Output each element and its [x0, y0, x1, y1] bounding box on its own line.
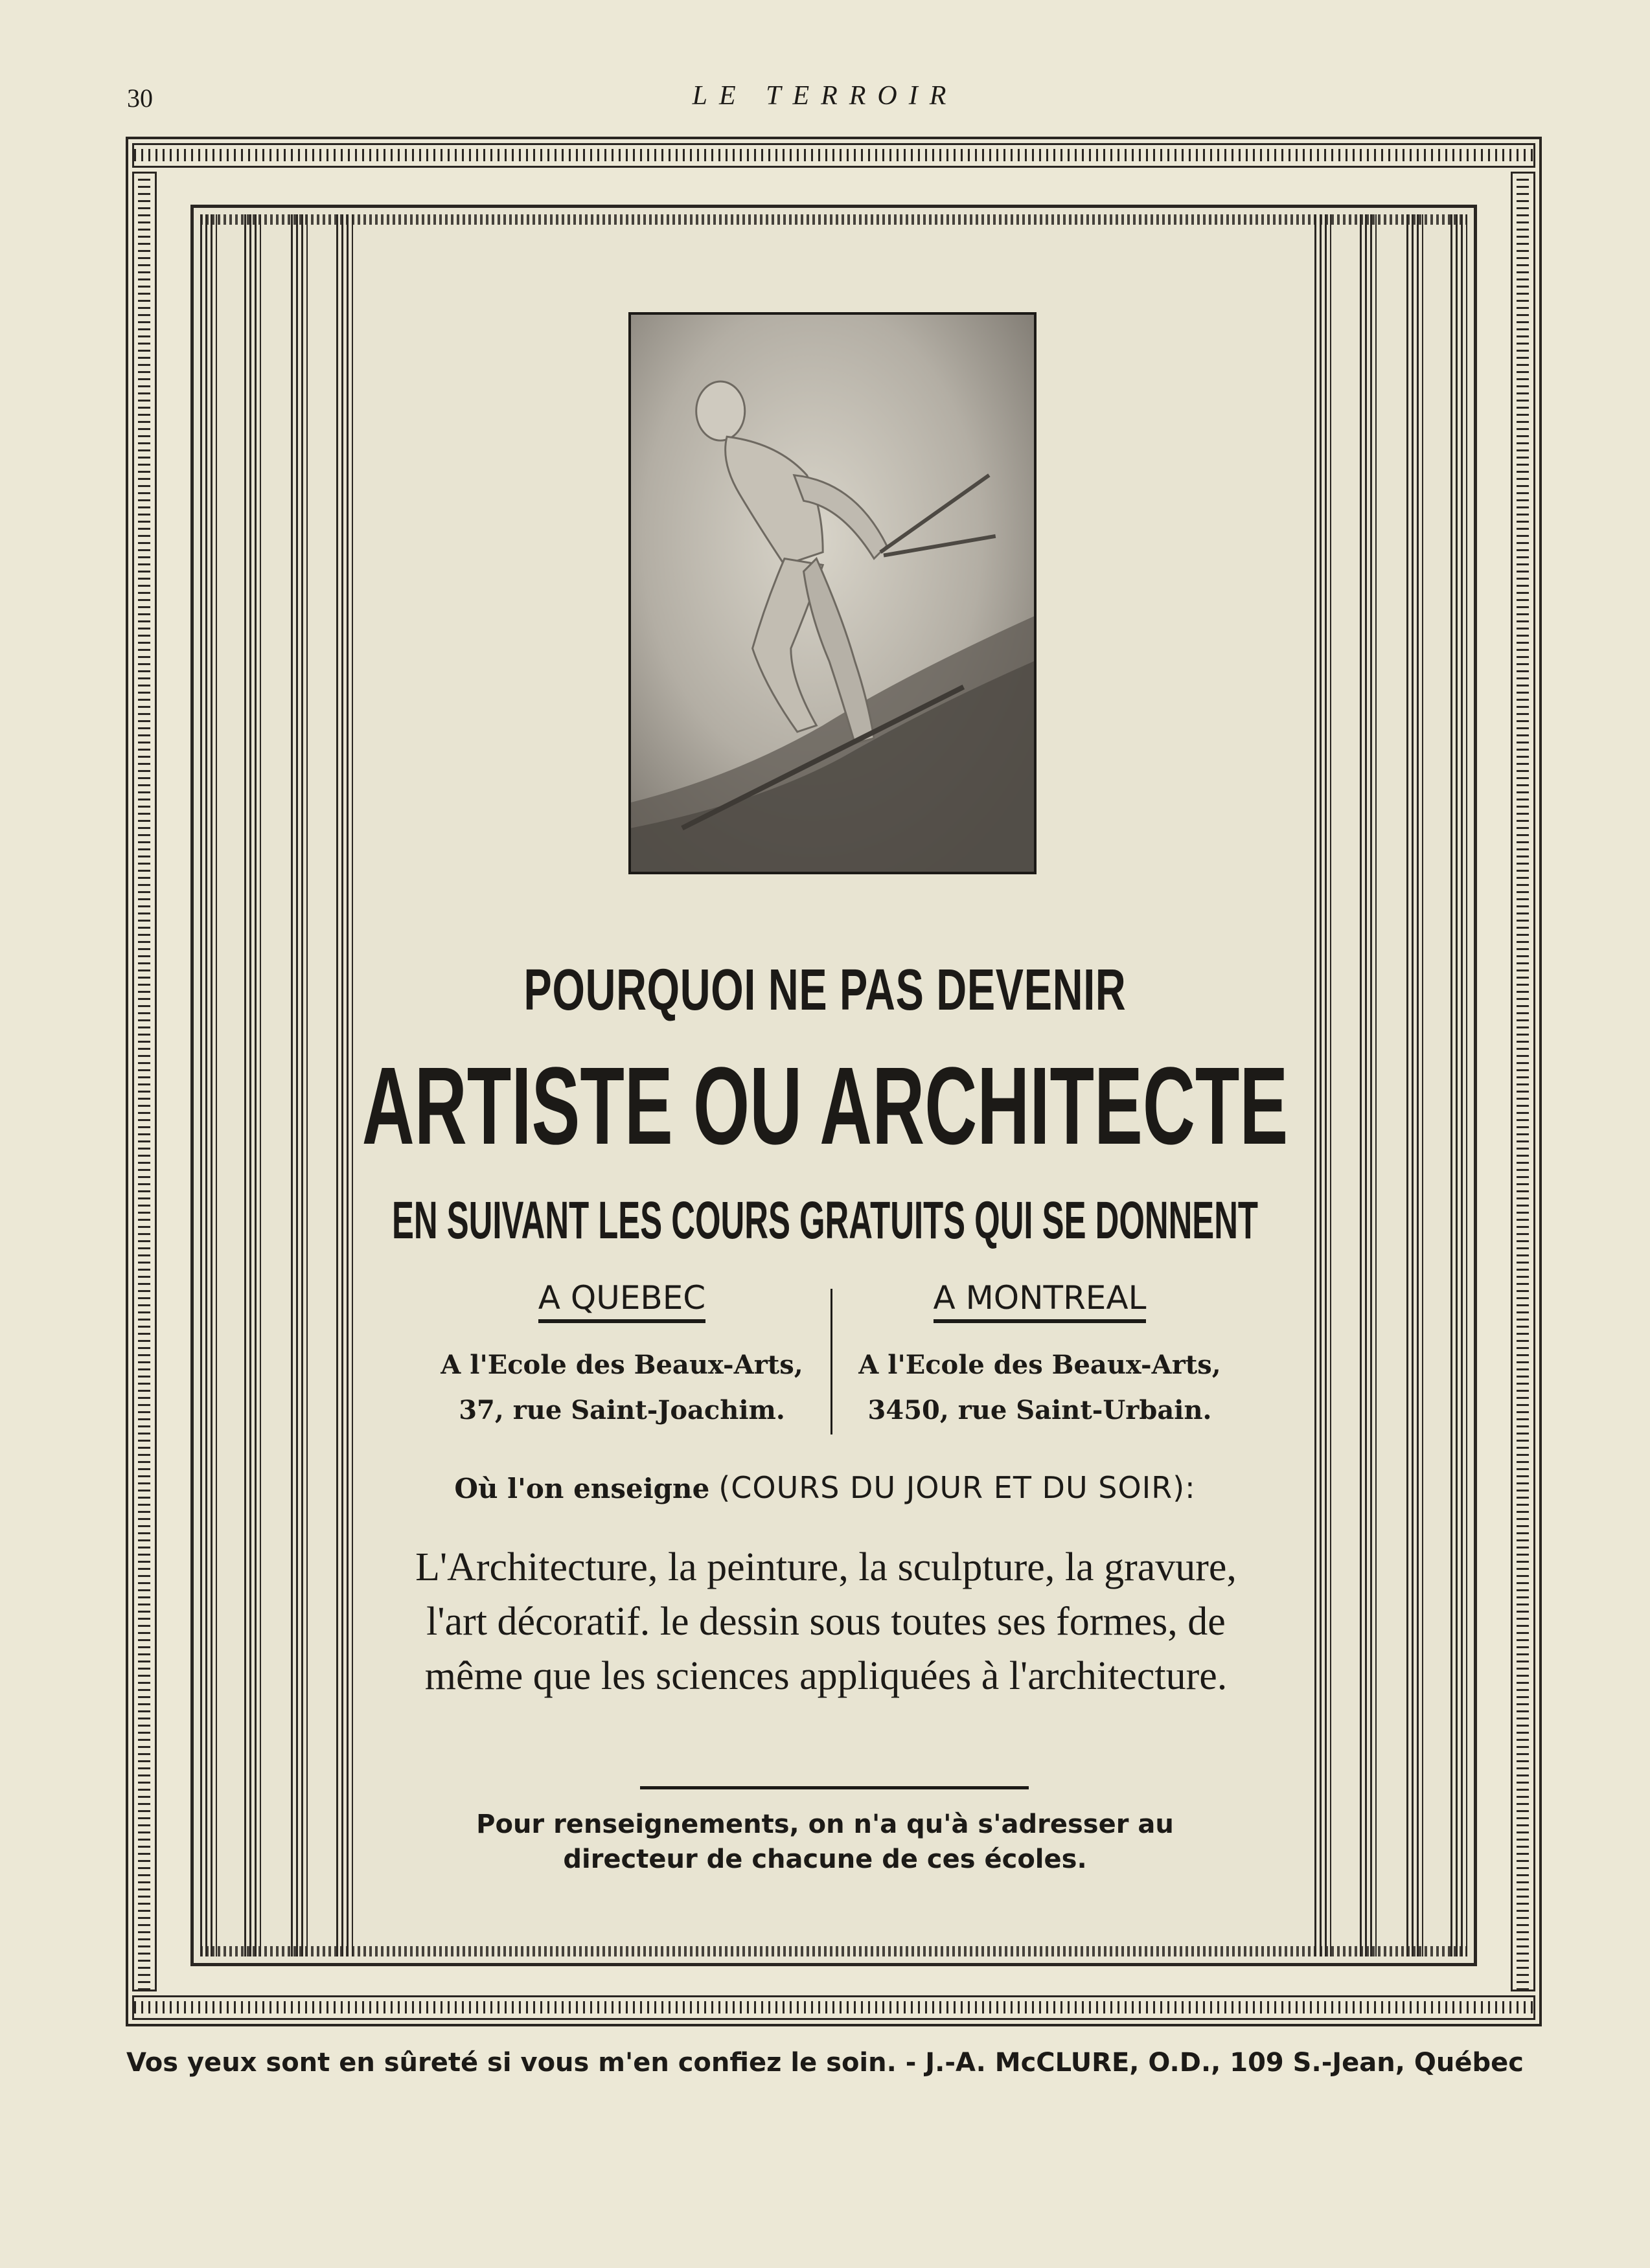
stripe-bottom [200, 1946, 1467, 1956]
teaching-line [0, 1470, 1650, 1505]
ornament-band-bottom [132, 1995, 1535, 2020]
headline-pourquoi: POURQUOI NE PAS DEVENIR [523, 958, 1127, 1023]
footer-advert: Vos yeux sont en sûreté si vous m'en confiez le soin. - J.-A. McCLURE, O.D., 109 S.-Jean, Québec [126, 2048, 1524, 2078]
info-line-2: directeur de chacune de ces écoles. [563, 1844, 1087, 1874]
teaching-schedule: (COURS DU JOUR ET DU SOIR): [718, 1470, 1196, 1505]
montreal-address: 3450, rue Saint-Urbain. [867, 1395, 1212, 1425]
montreal-column [839, 1279, 1241, 1433]
headline-artiste-architecte: ARTISTE OU ARCHITECTE [361, 1045, 1289, 1168]
montreal-title: A MONTREAL [934, 1279, 1147, 1323]
page-number: 30 [127, 84, 153, 113]
ornament-band-right [1511, 172, 1535, 1991]
column-divider [831, 1289, 832, 1435]
skier-sculpture-photo [628, 312, 1037, 874]
montreal-school: A l'Ecole des Beaux-Arts, [858, 1350, 1221, 1380]
stripe-right-2 [1406, 214, 1423, 1956]
quebec-column [421, 1279, 823, 1433]
skier-sculpture-image [631, 315, 1034, 872]
info-line-1: Pour renseignements, on n'a qu'à s'adresser au [476, 1809, 1174, 1839]
info-block [0, 1807, 1650, 1877]
ornament-band-top [132, 143, 1535, 168]
quebec-address: 37, rue Saint-Joachim. [459, 1395, 785, 1425]
stripe-left-1 [200, 214, 217, 1956]
stripe-left-2 [244, 214, 261, 1956]
quebec-school: A l'Ecole des Beaux-Arts, [441, 1350, 803, 1380]
ornament-band-left [132, 172, 157, 1991]
teaching-intro: Où l'on enseigne [454, 1473, 710, 1504]
courses-list: L'Architecture, la peinture, la sculpture, la gravure, l'art décoratif. le dessin sous toutes ses formes, de même que les sciences appliquées à l'architecture. [415, 1545, 1237, 1698]
running-title: LE TERROIR [692, 81, 958, 111]
stripe-right-1 [1450, 214, 1467, 1956]
horizontal-rule [640, 1786, 1029, 1789]
stripe-top [200, 214, 1467, 225]
headline-cours-gratuits: EN SUIVANT LES COURS GRATUITS QUI SE DONNENT [392, 1191, 1258, 1250]
quebec-title: A QUEBEC [538, 1279, 705, 1323]
